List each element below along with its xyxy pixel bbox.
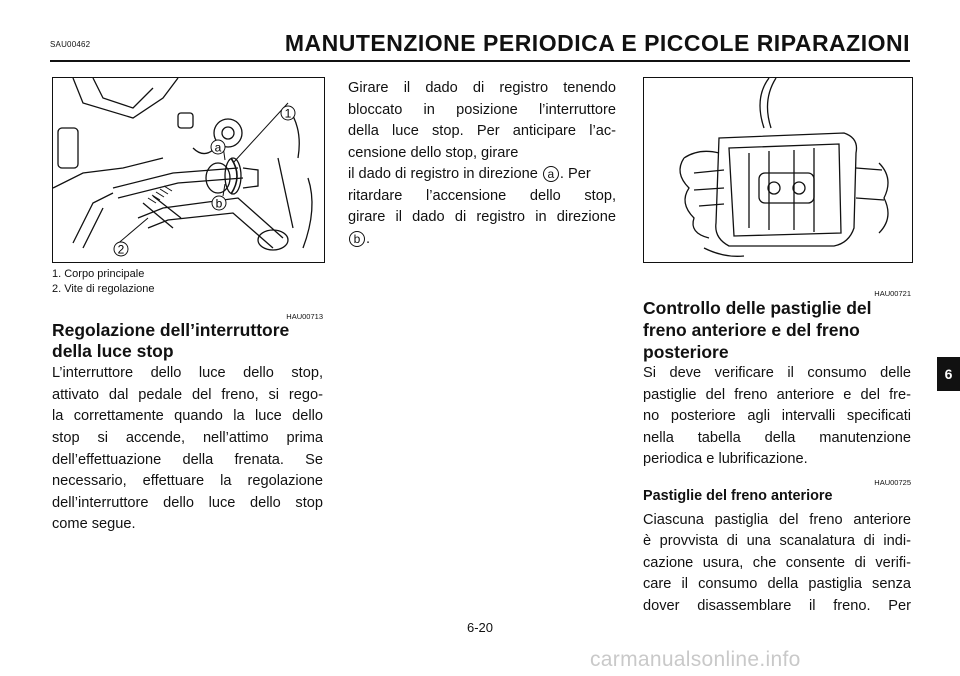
right-body-line: nella tabella della manutenzione xyxy=(643,430,911,446)
right-heading-line-2: freno anteriore e del freno xyxy=(643,320,860,340)
left-body-line: dell’effettuazione della frenata. Se xyxy=(52,452,323,468)
section-code-right-2: HAU00725 xyxy=(874,478,911,487)
left-body-line: la correttamente quando la luce dello xyxy=(52,408,323,424)
page-number: 6-20 xyxy=(466,620,494,635)
figure-caption-2: 2. Vite di regolazione xyxy=(52,283,155,295)
left-body-line: L’interruttore dello luce dello stop, xyxy=(52,365,323,381)
brake-caliper-illustration xyxy=(644,78,912,262)
header-rule xyxy=(50,60,910,62)
right-body-line: Si deve verificare il consumo delle xyxy=(643,365,911,381)
direction-a-marker: a xyxy=(543,166,559,182)
middle-body-line xyxy=(348,164,616,186)
callout-b: b xyxy=(215,196,223,211)
right-heading-line-1: Controllo delle pastiglie del xyxy=(643,298,872,318)
subheading-front-pads: Pastiglie del freno anteriore xyxy=(643,488,833,504)
right-heading-line-3: posteriore xyxy=(643,342,729,362)
callout-2: 2 xyxy=(117,242,125,257)
right-body-line: Ciascuna pastiglia del freno anteriore xyxy=(643,512,911,528)
chapter-tab: 6 xyxy=(937,357,960,391)
brake-switch-illustration xyxy=(53,78,324,262)
middle-body-line: bloccato in posizione l’interruttore xyxy=(348,102,616,118)
middle-body-line: girare il dado di registro in direzione xyxy=(348,209,616,225)
direction-b-marker: b xyxy=(349,231,365,247)
right-body-line: cazione usura, che consente di verifi- xyxy=(643,555,911,571)
section-code-left: HAU00713 xyxy=(286,312,323,321)
brake-caliper-figure xyxy=(643,77,913,263)
left-heading-line-1: Regolazione dell’interruttore xyxy=(52,320,290,340)
middle-body-line: della luce stop. Per anticipare l’ac- xyxy=(348,123,616,139)
right-body-line: care il consumo della pastiglia senza xyxy=(643,576,911,592)
left-heading-line-2: della luce stop xyxy=(52,341,174,361)
left-body-line: attivato dal pedale del freno, si rego- xyxy=(52,387,323,403)
right-body-line: pastiglie del freno anteriore e del fre- xyxy=(643,387,911,403)
section-code-right-1: HAU00721 xyxy=(874,289,911,298)
left-body-line: dell’interruttore dello luce dello stop xyxy=(52,495,323,511)
right-body-line: periodica e lubrificazione. xyxy=(643,451,808,467)
middle-body-line xyxy=(348,229,616,251)
callout-a: a xyxy=(214,140,222,155)
middle-body-line: ritardare l’accensione dello stop, xyxy=(348,188,616,204)
right-body-line: è provvista di una scanalatura di indi- xyxy=(643,533,911,549)
left-body-line: necessario, effettuare la regolazione xyxy=(52,473,323,489)
middle-line8-end: . xyxy=(366,231,371,247)
brake-switch-figure xyxy=(52,77,325,263)
page-title: MANUTENZIONE PERIODICA E PICCOLE RIPARAZIONI xyxy=(284,30,910,56)
right-body-line: no posteriore agli intervalli specificati xyxy=(643,408,911,424)
callout-1: 1 xyxy=(284,106,292,121)
document-code: SAU00462 xyxy=(50,40,91,49)
middle-body-line: censione dello stop, girare xyxy=(348,145,519,161)
figure-caption-1: 1. Corpo principale xyxy=(52,268,145,280)
left-body-line: stop si accende, nell’attimo prima xyxy=(52,430,323,446)
left-body-line: come segue. xyxy=(52,516,136,532)
right-body-line: dover disassemblare il freno. Per xyxy=(643,598,911,614)
middle-line5-text: il dado di registro in direzione xyxy=(348,166,538,182)
watermark: carmanualsonline.info xyxy=(590,648,801,671)
middle-body-line: Girare il dado di registro tenendo xyxy=(348,80,616,96)
middle-line5-end: . Per xyxy=(559,166,591,182)
